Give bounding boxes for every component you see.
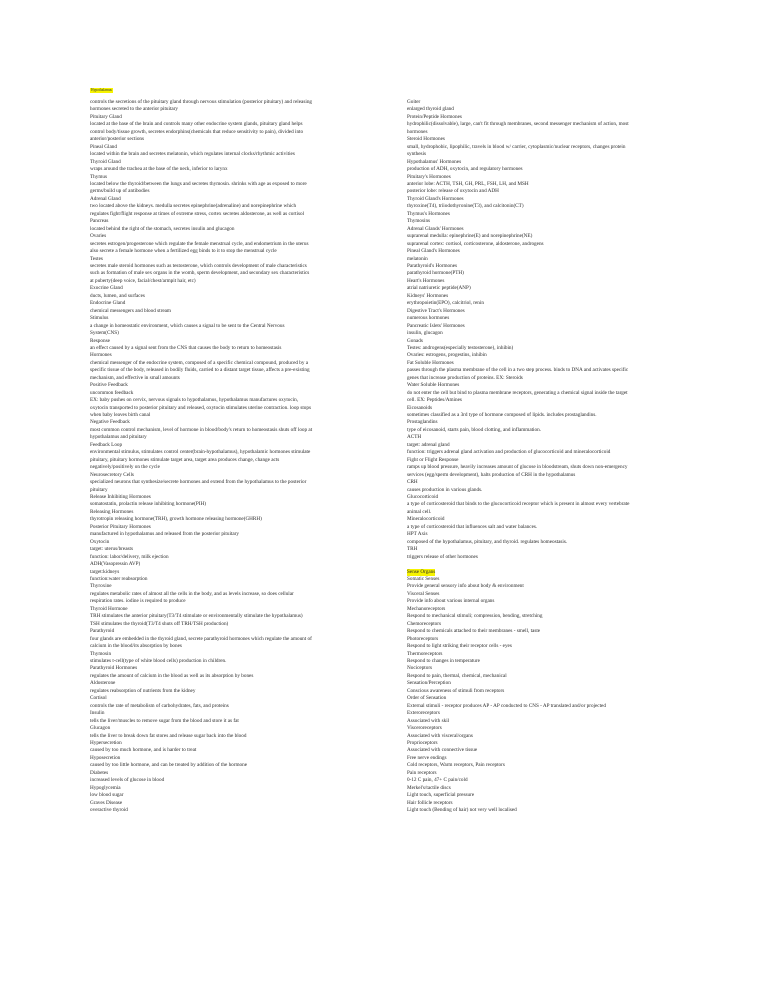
text-line: Hypersecretion	[90, 739, 122, 746]
text-line: Order of Sensation	[407, 695, 447, 702]
text-line: Hypoglycemia	[90, 784, 121, 791]
right-column-section-hormones	[407, 99, 707, 561]
text-line: Visceral Senses	[407, 590, 440, 597]
text-line: specialized neurons that synthesize/secrete hormones and extend from the hypothalamus to the posterior	[90, 479, 307, 486]
text-line: a type of corticosteroid that influences salt and water balances.	[407, 523, 538, 530]
text-line: insulin, glucagon	[407, 330, 443, 337]
text-line: Thyroid Gland	[90, 158, 121, 165]
sense-organs-heading-line	[407, 569, 707, 576]
text-line: Mineralocorticoid	[407, 516, 445, 523]
text-line: System(CNS)	[90, 330, 119, 337]
text-line: Glucagon	[90, 725, 111, 732]
text-line: small, hydrophobic, lipophilic, travels in blood w/ carrier, cytoplasmic/nuclear receptors, changes protein	[407, 143, 626, 150]
text-line: Nociceptors	[407, 665, 433, 672]
text-line: Pineal Gland's Hormones	[407, 248, 460, 255]
sense-organs-heading: Sense Organs	[407, 568, 436, 575]
text-line: ducts, lumen, and surfaces	[90, 292, 145, 299]
text-line: function: triggers adrenal gland activation and production of glucocorticoid and mineralocorticoid	[407, 449, 611, 456]
text-line: anterior lobe: ACTH, TSH, GH, PRL, FSH, LH, and MSH	[407, 180, 529, 187]
text-line: thyroxine(T4), triiodothyronine(T3), and calcitonin(CT)	[407, 203, 524, 210]
text-line: Merkel's/tactile discs	[407, 784, 451, 791]
text-line: regulates fight/flight response at times of extreme stress, cortex secretes aldosterone, as well as cortisol	[90, 210, 305, 217]
text-line: Respond to mechanical stimuli; compression, bending, stretching	[407, 613, 543, 620]
text-line: Thermoreceptors	[407, 650, 443, 657]
text-line: suprarenal cortex: cortisol, corticosterone, aldosterone, androgens	[407, 240, 544, 247]
text-line: Mechanoreceptors	[407, 605, 446, 612]
text-line: most common control mechanism, level of hormone in blood/body's return to homeostasis shuts off loop at	[90, 426, 313, 433]
text-line: negatively/positively on the cycle	[90, 464, 160, 471]
text-line: Thymus's Hormones	[407, 210, 450, 217]
text-line: atrial natriuretic peptide(ANP)	[407, 285, 471, 292]
text-line: composed of the hypothalamus, pituitary, and thyroid. regulates homeostasis.	[407, 538, 568, 545]
text-line: respiration rates. iodine is required to produce	[90, 598, 186, 605]
text-line: sometimes classified as a 3rd type of hormone composed of lipids. includes prostaglandins.	[407, 412, 597, 419]
text-line: uncommon feedback	[90, 389, 134, 396]
text-line: External stimuli - receptor produces AP - AP conducted to CNS - AP translated and/or projected	[407, 702, 606, 709]
text-line: hormones secreted to the anterior pituitary	[90, 106, 179, 113]
text-line: Stimulus	[90, 315, 109, 322]
text-line: Cold receptors, Warm receptors, Pain receptors	[407, 762, 505, 769]
text-line: Provide general sensory info about body & environment	[407, 583, 524, 590]
text-line: Glucocorticoid	[407, 494, 439, 501]
text-line: Gonads	[407, 337, 423, 344]
text-line: HPT Axis	[407, 531, 428, 538]
text-line: Pineal Gland	[90, 143, 117, 150]
text-line: numerous hormones	[407, 315, 450, 322]
text-line: located at the base of the brain and controls many other endocrine system glands, pituitary gland helps	[90, 121, 303, 128]
text-line: ACTH	[407, 434, 422, 441]
text-line: triggers release of other hormones	[407, 553, 478, 560]
text-line: Protein/Peptide Hormones	[407, 113, 462, 120]
text-line: Ovaries	[90, 233, 107, 240]
text-line: Conscious awareness of stimuli from receptors	[407, 687, 505, 694]
text-line: services (egg/sperm development), halts production of CRH in the hypothalamus	[407, 471, 576, 478]
text-line: germs/build up of antibodies	[90, 188, 150, 195]
text-line: Negative Feedback	[90, 419, 130, 426]
text-line: function: labor/delivery, milk ejection	[90, 553, 169, 560]
text-line: parathyroid hormone(PTH)	[407, 270, 464, 277]
text-line: caused by too much hormone, and is harder to treat	[90, 747, 197, 754]
text-line: Associated with connective tissue	[407, 747, 478, 754]
text-line: Exocrine Gland	[90, 285, 123, 292]
text-line: four glands are embedded in the thyroid gland, secrete parathyroid hormones which regulate the amount of	[90, 635, 312, 642]
right-column-section-senses	[407, 576, 707, 815]
text-line: stimulates t-cell(type of white blood cells) production in children.	[90, 657, 227, 664]
text-line: located within the brain and secretes melatonin, which regulates internal clocks/rhythmic activities	[90, 151, 295, 158]
text-line: enlarged thyroid gland	[407, 106, 454, 113]
text-line: located below the thyroid/between the lungs and secretes thymosin. shrinks with age as exposed to more	[90, 180, 307, 187]
text-line: wraps around the trachea at the base of the neck, inferior to larynx	[90, 166, 228, 173]
text-line: TRH stimulates the anterior pituitary(T3/T4 stimulate or environmentally stimulate the hypothalamus)	[90, 613, 303, 620]
text-line: 0-12 C pain, 47+ C pain/cold	[407, 777, 468, 784]
highlighted-heading: Hypothalamus	[91, 88, 112, 92]
text-line: Hormones	[90, 352, 112, 359]
text-line: oxytocin transported to posterior pituitary and released, oxytocin stimulates uterine contraction. loop stops	[90, 404, 311, 411]
text-line: Hair follicle receptors	[407, 799, 453, 806]
text-line: Thyroid Hormone	[90, 605, 128, 612]
text-line: causes production in various glands.	[407, 486, 483, 493]
text-line: Parathyroid Hormones	[90, 665, 138, 672]
text-line: Photoreceptors	[407, 635, 439, 642]
text-line: Water Soluble Hormones	[407, 382, 460, 389]
text-line: Proprioceptors	[407, 739, 438, 746]
text-line: chemical messengers and blood stream	[90, 307, 171, 314]
text-line: Endocrine Gland	[90, 300, 126, 307]
text-line: ramps up blood pressure, heavily increases amount of glucose in bloodstream, shuts down non-emergency	[407, 464, 628, 471]
text-line: target:kidneys	[90, 568, 120, 575]
text-line: somatostatin, prolactin release inhibiting hormone(PIH)	[90, 501, 206, 508]
text-line: Exteroreceptors	[407, 710, 440, 717]
text-line: regulates metabolic rates of almost all the cells in the body, and as levels increase, so does cellular	[90, 590, 294, 597]
text-line: target: adrenal gland	[407, 441, 450, 448]
text-line: Respond to changes in temperature	[407, 657, 480, 664]
text-line: suprarenal medulla: epinephrine(E) and norepinephrine(NE)	[407, 233, 533, 240]
text-line: target: uterus/breasts	[90, 546, 133, 553]
text-line: Insulin	[90, 710, 105, 717]
text-line: hormones	[407, 128, 428, 135]
text-line: Pancreatic Islets' Hormones	[407, 322, 465, 329]
text-line: CRH	[407, 479, 418, 486]
text-line: Provide info about various internal organs	[407, 598, 495, 605]
text-line: Thyroxine	[90, 583, 112, 590]
text-line: Graves Disease	[90, 799, 123, 806]
text-line: Thymosins	[407, 218, 431, 225]
text-line: Steroid Hormones	[407, 136, 445, 143]
text-line: Diabetes	[90, 769, 109, 776]
text-line: passes through the plasma membrane of the cell in a two step process. binds to DNA and activates specific	[407, 367, 629, 374]
left-column	[90, 99, 390, 815]
text-line: synthesis	[407, 151, 427, 158]
text-line: Fat Soluble Hormones	[407, 359, 454, 366]
text-line: Testes	[90, 255, 103, 262]
text-line: Thyroid Gland's Hormones	[407, 195, 464, 202]
text-line: controls the secretions of the pituitary gland through nervous stimulation (posterior pituitary) and releasing	[90, 99, 313, 105]
text-line: calcium in the blood/its absorption by bones	[90, 643, 182, 650]
text-line: genes that increase production of proteins. EX: Steroids	[407, 374, 523, 381]
text-line: caused by too little hormone, and can be treated by addition of the hormone	[90, 762, 248, 769]
text-line: an effect caused by a signal sent from the CNS that causes the body to return to homeostasis	[90, 344, 282, 351]
text-line: tells the liver to break down fat stores and release sugar back into the blood	[90, 732, 247, 739]
text-line: increased levels of glucose in blood	[90, 777, 165, 784]
text-line: Parathyroid	[90, 628, 115, 635]
text-line: Feedback Loop	[90, 441, 123, 448]
text-line: Kidneys' Hormones	[407, 292, 449, 299]
text-line: production of ADH, oxytocin, and regulatory hormones	[407, 166, 523, 173]
text-line: controls the rate of metabolism of carbohydrates, fats, and proteins	[90, 702, 229, 709]
text-line: Free nerve endings	[407, 754, 447, 761]
text-line: ADH(Vasopressin AVP)	[90, 561, 141, 568]
text-line: Adrenal Gland	[90, 195, 121, 202]
text-line: Chemoreceptors	[407, 620, 441, 627]
text-line: Digestive Tract's Hormones	[407, 307, 465, 314]
text-line: mechanism, and effective in small amounts	[90, 374, 180, 381]
text-line: Associated with skil	[407, 717, 450, 724]
text-line: TSH stimulates the thyroid(T3/T4 shuts off TRH/TSH production)	[90, 620, 229, 627]
text-line: such as formation of male sex organs in the womb, sperm development, and secondary sex characteristics	[90, 270, 310, 277]
text-line: when baby leaves birth canal	[90, 412, 151, 419]
text-line: Somatic Senses	[407, 575, 440, 582]
text-line: located behind the right of the stomach, secretes insulin and glucagon	[90, 225, 235, 232]
text-line: pituitary	[90, 486, 108, 493]
text-line: Eicosanoids	[407, 404, 433, 411]
text-line: animal cell.	[407, 508, 432, 515]
right-column	[407, 99, 707, 814]
text-line: Testes: androgens(especially testosterone), inhibin)	[407, 344, 514, 351]
text-line: Adrenal Glands' Hormones	[407, 225, 464, 232]
text-line: Response	[90, 337, 110, 344]
text-line: Associated with visceral/organs	[407, 732, 473, 739]
text-line: chemical messenger of the endocrine system, composed of a specific chemical compound, produced by a	[90, 359, 309, 366]
text-line: Neurosecretory Cells	[90, 471, 134, 478]
text-line: Fight or Flight Response	[407, 456, 459, 463]
text-line: Thymosin	[90, 650, 112, 657]
text-line: TRH	[407, 546, 418, 553]
text-line: Ovaries: estrogens, progestins, inhibin	[407, 352, 487, 359]
text-line: Sensation/Perception	[407, 680, 451, 687]
text-line: hydrophilic(dissolvable), large, can't fit through membranes, second messenger mechanism of action, most	[407, 121, 629, 128]
text-line: Respond to chemicals attached to their membranes - smell, taste	[407, 628, 541, 635]
text-line: overactive thyroid	[90, 807, 128, 814]
text-line: Releasing Hormones	[90, 508, 134, 515]
text-line: Light touch, superficial pressure	[407, 792, 475, 799]
text-line: Pancreas	[90, 218, 109, 225]
text-line: Light touch (Bending of hair) not very well localised	[407, 807, 517, 814]
text-line: Parathyroid's Hormones	[407, 262, 458, 269]
text-line: do not enter the cell but bind to plasma membrane receptors, generating a chemical signal inside the target	[407, 389, 628, 396]
text-line: Visceroreceptors	[407, 725, 442, 732]
text-line: two located above the kidneys. medulla secretes epinephrine(adrenaline) and norepinephrine which	[90, 203, 297, 210]
text-line: Pituitary Gland	[90, 113, 122, 120]
text-line: regulates the amount of calcium in the blood as well as its absorption by bones	[90, 672, 254, 679]
text-line: hypothalamus and pituitary	[90, 434, 147, 441]
text-line: anterior/posterior sections	[90, 136, 145, 143]
text-line: erythropoietin(EPO), calcitriol, renin	[407, 300, 484, 307]
text-line: Release Inhibiting Hormones	[90, 494, 151, 501]
text-line: a type of corticosteroid that binds to the glucocorticoid receptor which is present in almost every vertebrate	[407, 501, 630, 508]
text-line: manufactured in hypothalamus and released from the posterior pituitary	[90, 531, 239, 538]
text-line: control body/tissue growth, secretes endorphins(chemicals that reduce sensitivity to pain), divided into	[90, 128, 304, 135]
text-line: cell. EX: Peptides/Amines	[407, 397, 462, 404]
text-line: Cortisol	[90, 695, 107, 702]
text-line: Goiter	[407, 99, 421, 105]
text-line: EX: baby pushes on cervix, nervous signals to hypothalamus, hypothalamus manufactures oxytocin,	[90, 397, 299, 404]
text-line: Heart's Hormones	[407, 277, 445, 284]
text-line: pituitary, pituitary hormones stimulate target area, target area produces change, change acts	[90, 456, 280, 463]
text-line: Pain receptors	[407, 769, 437, 776]
text-line: Respond to pain, thermal, chemical, mechanical	[407, 672, 507, 679]
text-line: secretes estrogen/progesterone which regulate the female menstrual cycle, and endometrium in the uterus	[90, 240, 309, 247]
text-line: at puberty(deep voice, facial/chest/armpit hair, etc)	[90, 277, 196, 284]
text-line: tells the liver/muscles to remove sugar from the blood and store it as fat	[90, 717, 239, 724]
text-line: function:water reabsorption	[90, 576, 148, 582]
text-line: Respond to light striking their receptor cells - eyes	[407, 643, 512, 650]
text-line: Pituitary's Hormones	[407, 173, 451, 180]
text-line: specific tissue of the body, released in bodily fluids, carried to a distant target tissue, affects a pre-existing	[90, 367, 310, 374]
text-line: posterior lobe: release of oxytocin and ADH	[407, 188, 499, 195]
text-line: environmental stimulus, stimulates control center(brain-hypothalamus), hypothalamic hormones stimulate	[90, 449, 311, 456]
text-line: type of eicosanoid, starts pain, blood clotting, and inflammation.	[407, 426, 541, 433]
text-line: regulates reabsorption of nutrients from the kidney	[90, 687, 196, 694]
text-line: Posterior Pituitary Hormones	[90, 523, 151, 530]
text-line: also secrete a female hormone when a fertilized egg binds to it to stop the menstrual cycle	[90, 248, 277, 255]
section-gap	[407, 561, 707, 568]
text-line: Hyposecretion	[90, 754, 121, 761]
text-line: secretes male steroid hormones such as testosterone, which controls development of male characteristics	[90, 262, 307, 269]
text-line: Prostaglandins	[407, 419, 438, 426]
text-line: Hypothalamus' Hormones	[407, 158, 462, 165]
text-line: thyrotropin releasing hormone(TRH), growth hormone releasing hormone(GHRH)	[90, 516, 262, 523]
text-line: low blood sugar	[90, 792, 124, 799]
text-line: Thymus	[90, 173, 108, 180]
text-line: Aldosterone	[90, 680, 116, 687]
text-line: Oxytocin	[90, 538, 110, 545]
text-line: melatonin	[407, 255, 428, 262]
text-line: a change in homeostatic environment, which causes a signal to be sent to the Central Nervous	[90, 322, 285, 329]
text-line: Positive Feedback	[90, 382, 128, 389]
